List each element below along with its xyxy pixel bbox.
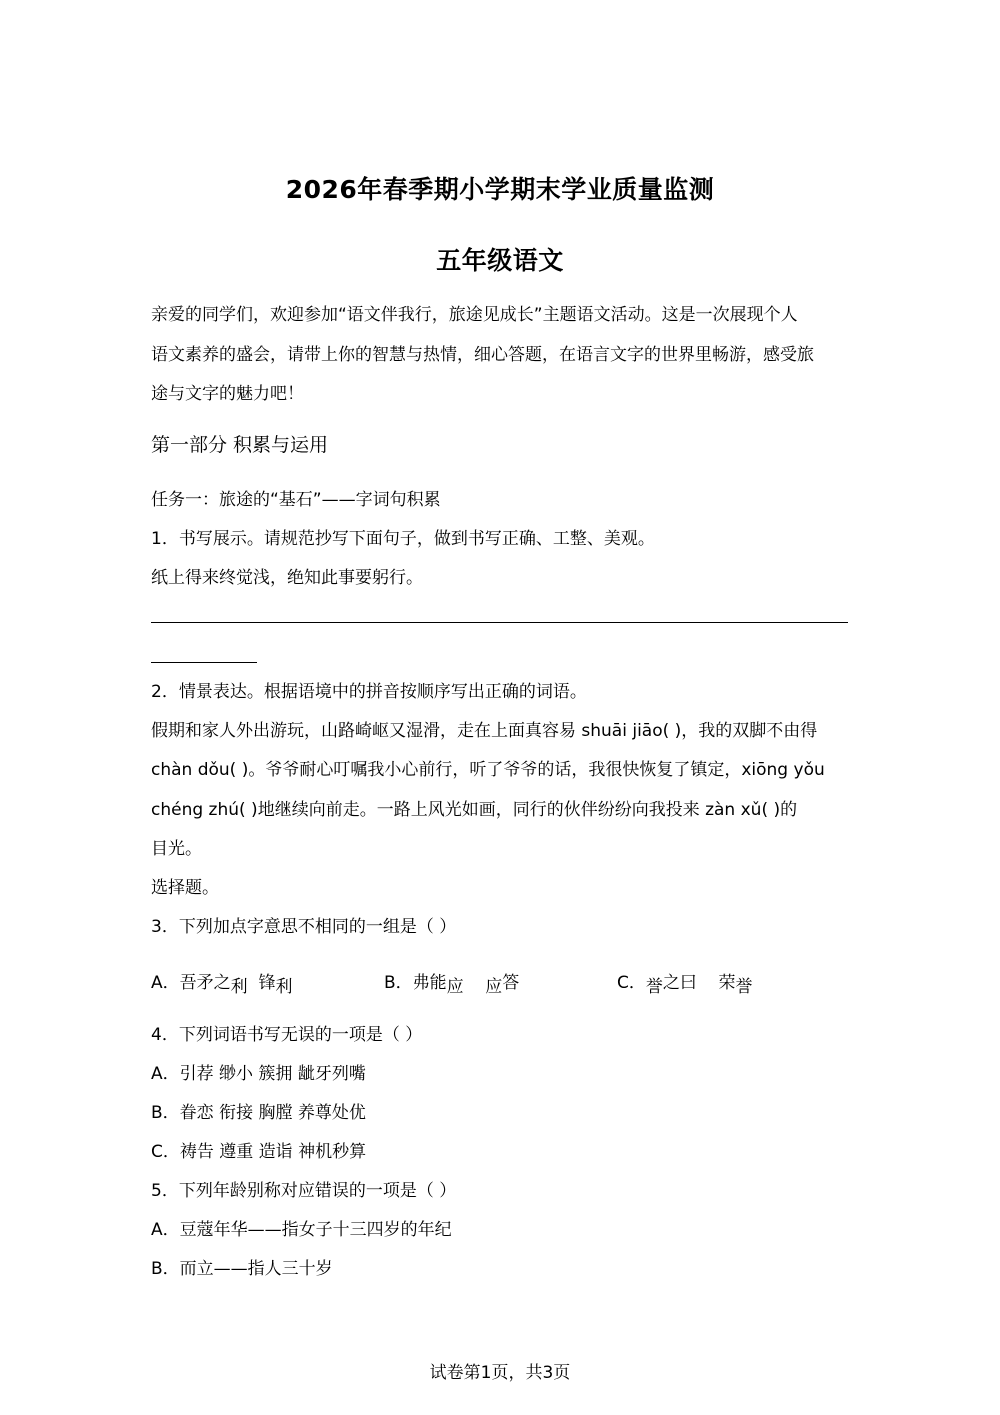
- intro-line-2: 语文素养的盛会，请带上你的智慧与热情，细心答题，在语言文字的世界里畅游，感受旅: [151, 345, 814, 365]
- option-b-char-1: 应: [446, 977, 464, 997]
- task-heading: 任务一：旅途的“基石”——字词句积累: [151, 490, 441, 510]
- question-5-prompt: 5．下列年龄别称对应错误的一项是（ ）: [151, 1181, 457, 1201]
- question-2-prompt: 2．情景表达。根据语境中的拼音按顺序写出正确的词语。: [151, 682, 587, 702]
- question-3-option-a[interactable]: [151, 968, 293, 997]
- option-b-end: 答: [502, 973, 520, 993]
- question-1-sentence: 纸上得来终觉浅，绝知此事要躬行。: [151, 568, 423, 588]
- option-c-char-2: 誉: [735, 977, 753, 997]
- question-2-line-2: chàn dǒu( )。爷爷耐心叮嘱我小心前行，听了爷爷的话，我很快恢复了镇定，xiōng yǒu: [151, 760, 825, 780]
- part-heading: 第一部分 积累与运用: [151, 434, 329, 456]
- choice-section-label: 选择题。: [151, 878, 219, 898]
- question-4-option-b[interactable]: B．眷恋 衔接 胸膛 养尊处优: [151, 1103, 366, 1123]
- question-1-prompt: 1．书写展示。请规范抄写下面句子，做到书写正确、工整、美观。: [151, 529, 655, 549]
- option-b-char-2: 应: [485, 977, 503, 997]
- intro-line-1: 亲爱的同学们，欢迎参加“语文伴我行，旅途见成长”主题语文活动。这是一次展现个人: [151, 305, 798, 325]
- option-c-char-1: 誉: [645, 977, 663, 997]
- question-2-line-4: 目光。: [151, 839, 202, 859]
- question-2-line-3: chéng zhú( )地继续向前走。一路上风光如画，同行的伙伴纷纷向我投来 zàn xǔ( )的: [151, 800, 798, 820]
- option-a-char-2: 利: [275, 977, 293, 997]
- exam-subtitle: 五年级语文: [436, 246, 564, 275]
- option-c-text: C．: [617, 973, 646, 993]
- question-5-option-b[interactable]: B．而立——指人三十岁: [151, 1259, 333, 1279]
- question-4-option-a[interactable]: A．引荐 缈小 簇拥 龇牙列嘴: [151, 1064, 366, 1084]
- option-a-text: A．吾矛之: [151, 973, 231, 993]
- answer-line-long[interactable]: [151, 622, 848, 623]
- option-b-text: B．弗能: [384, 973, 447, 993]
- option-a-mid: 锋: [247, 973, 276, 993]
- question-5-option-a[interactable]: A．豆蔻年华——指女子十三四岁的年纪: [151, 1220, 452, 1240]
- question-2-line-1: 假期和家人外出游玩，山路崎岖又湿滑，走在上面真容易 shuāi jiāo( )，我的双脚不由得: [151, 721, 818, 741]
- question-4-prompt: 4．下列词语书写无误的一项是（ ）: [151, 1025, 423, 1045]
- question-3-option-c[interactable]: [617, 968, 753, 997]
- intro-line-3: 途与文字的魅力吧！: [151, 384, 304, 404]
- question-3-option-b[interactable]: [384, 968, 520, 997]
- question-3-prompt: 3．下列加点字意思不相同的一组是（ ）: [151, 917, 457, 937]
- option-b-mid: [464, 973, 486, 993]
- page-footer: 试卷第1页，共3页: [429, 1363, 571, 1383]
- option-a-char-1: 利: [230, 977, 248, 997]
- question-4-option-c[interactable]: C．祷告 遵重 造诣 神机秒算: [151, 1142, 367, 1162]
- answer-line-short[interactable]: [151, 662, 257, 663]
- exam-title: 2026年春季期小学期末学业质量监测: [285, 175, 715, 204]
- option-c-mid: 之曰 荣: [662, 973, 736, 993]
